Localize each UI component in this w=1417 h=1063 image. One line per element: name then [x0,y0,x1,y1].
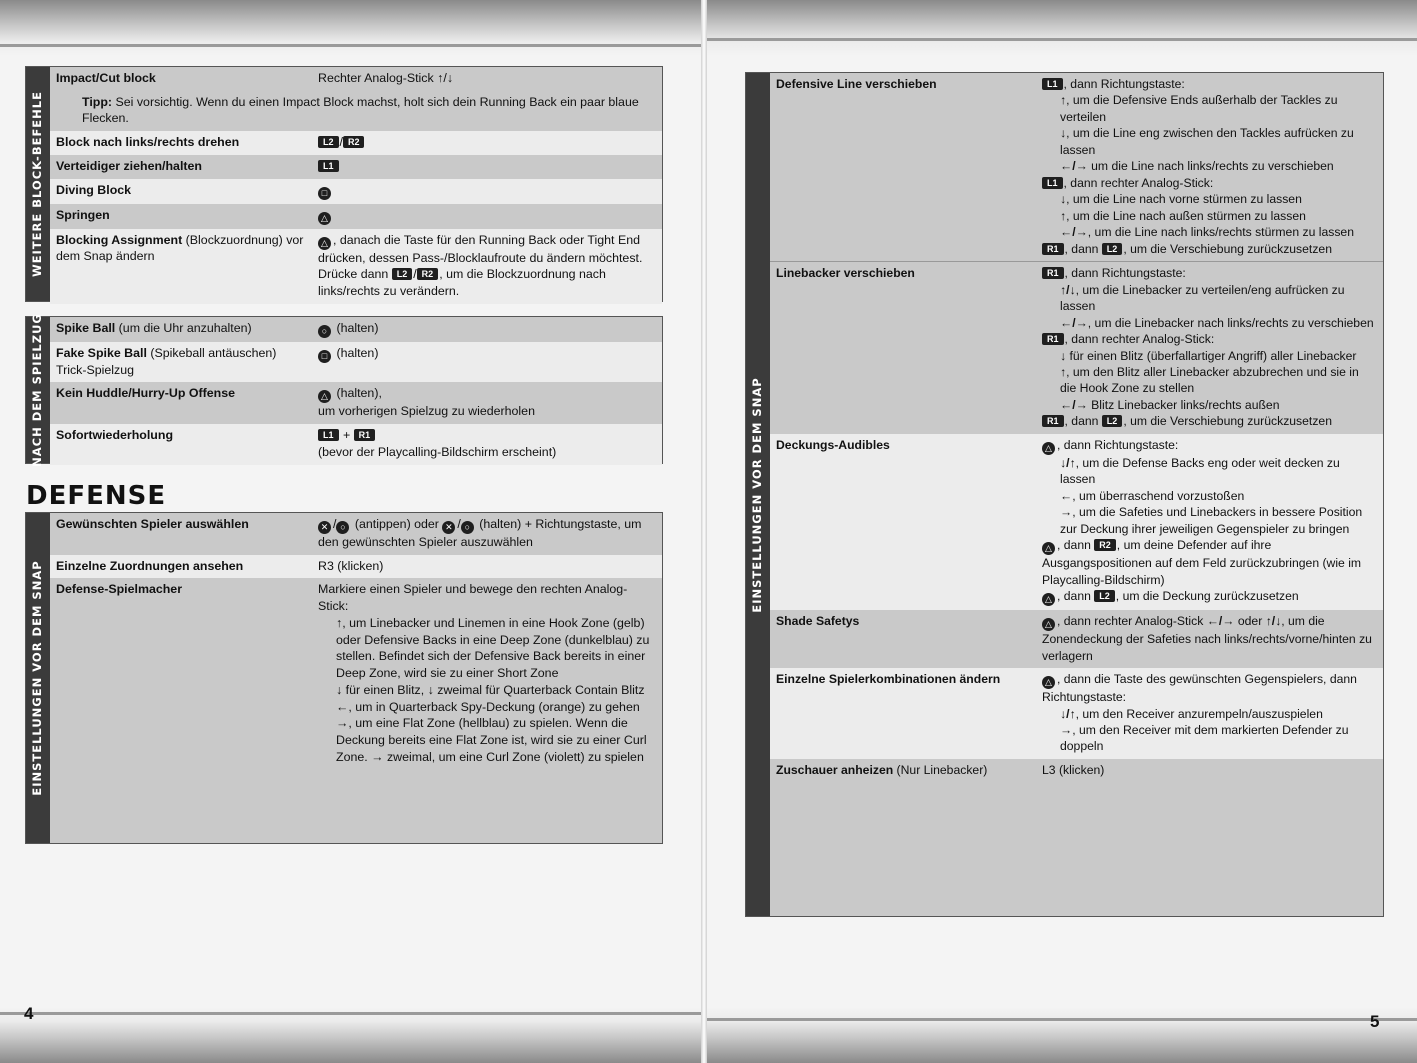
pre-snap-side-label: EINSTELLUNGEN VOR DEM SNAP [746,73,770,916]
table-row: Spike Ball (um die Uhr anzuhalten) ○ (halten) [50,317,662,342]
top-band-left [0,0,701,56]
l1-button-icon: L1 [1042,78,1063,90]
circle-button-icon: ○ [461,521,474,534]
table-row: Sofortwiederholung L1 + R1 (bevor der Playcalling-Bildschirm erscheint) [50,424,662,464]
arrow-up-icon: ↑ [437,71,444,85]
arrow-down-icon: ↓ [427,682,434,697]
defense-heading: DEFENSE [26,481,167,511]
swoosh-bottom-left [0,1012,701,1015]
arrow-right-icon: → [336,716,349,731]
block-commands-side-label: WEITERE BLOCK-BEFEHLE [26,67,50,301]
arrow-down-icon: ↓ [1060,126,1067,141]
triangle-button-icon: △ [1042,618,1055,631]
table-row: Fake Spike Ball (Spikeball antäuschen) Trick-Spielzug □ (halten) [50,342,662,382]
table-row: Shade Safetys △ , dann rechter Analog-Stick ←/→ oder ↑/↓, um die Zonendeckung der Safeties nach links/rechts/vorne/hinten zu verlagern [770,610,1383,668]
l1-button-icon: L1 [1042,177,1063,189]
arrow-up-icon: ↑ [1060,93,1067,108]
square-button-icon: □ [318,350,331,363]
arrow-left-right-icon: ←/→ [1060,159,1088,174]
block-commands-table [25,66,663,302]
arrow-left-right-icon: ←/→ [1060,225,1088,240]
arrow-left-right-icon: ←/→ [1206,614,1235,629]
bottom-band-left [0,1007,701,1063]
triangle-button-icon: △ [318,390,331,403]
bottom-band-right [707,1007,1417,1063]
circle-button-icon: ○ [318,325,331,338]
arrow-up-down-icon: ↑/↓ [1060,282,1076,297]
arrow-left-right-icon: ←/→ [1060,315,1088,330]
arrow-down-icon: ↓ [446,71,454,85]
arrow-up-down-icon: ↑/↓ [1265,614,1282,629]
triangle-button-icon: △ [1042,676,1055,689]
cross-button-icon: ✕ [442,521,455,534]
triangle-button-icon: △ [318,212,331,225]
r2-button-icon: R2 [417,268,439,280]
triangle-button-icon: △ [1042,442,1055,455]
circle-button-icon: ○ [336,521,349,534]
page-number-right: 5 [1370,1012,1380,1031]
l2-button-icon: L2 [318,136,339,148]
table-row: Einzelne Zuordnungen ansehen R3 (klicken) [50,555,662,579]
arrow-right-icon: → [1060,723,1073,737]
table-row: Kein Huddle/Hurry-Up Offense △ (halten), um vorherigen Spielzug zu wiederholen [50,382,662,424]
arrow-left-icon: ← [336,699,349,714]
table-row: Defensive Line verschieben L1 , dann Richtungstaste: ↑, um die Defensive Ends außerhalb der Tackles zu verteilen ↓, um die Line eng zwischen den Tackles aufrücken zu lassen ←/→ um die Line nach links/rechts zu verschieben L1 , dann rechter Analog-Stick: ↓, um die Line nach vorne stürmen zu lassen ↑, um die Line nach außen stürmen zu lassen ←/→, um die Line nach links/rechts stürmen zu lassen R1 , dann L2 , um die Verschiebung zurückzusetzen [770,73,1383,261]
l1-button-icon: L1 [318,429,339,441]
swoosh-top-left [0,44,701,47]
l2-button-icon: L2 [1102,243,1123,255]
triangle-button-icon: △ [1042,542,1055,555]
arrow-down-icon: ↓ [1060,192,1067,207]
table-row: Zuschauer anheizen (Nur Linebacker) L3 (klicken) [770,759,1383,916]
l1-button-icon: L1 [318,160,339,172]
table-row: Diving Block □ [50,179,662,204]
swoosh-bottom-right [707,1018,1417,1021]
arrow-up-icon: ↑ [336,615,343,630]
arrow-down-up-icon: ↓/↑ [1060,455,1076,470]
triangle-button-icon: △ [318,237,331,250]
triangle-button-icon: △ [1042,593,1055,606]
r1-button-icon: R1 [1042,267,1064,279]
defense-side-label: EINSTELLUNGEN VOR DEM SNAP [26,513,50,843]
page-number-left: 4 [24,1004,34,1023]
pre-snap-defense-table [745,72,1384,917]
r1-button-icon: R1 [1042,415,1064,427]
l2-button-icon: L2 [1094,590,1115,602]
defense-table [25,512,663,844]
after-play-table [25,313,663,467]
l2-button-icon: L2 [392,268,413,280]
arrow-up-icon: ↑ [1060,364,1067,379]
l2-button-icon: L2 [1102,415,1123,427]
arrow-right-icon: → [1060,505,1073,520]
r1-button-icon: R1 [1042,333,1064,345]
cross-button-icon: ✕ [318,521,331,534]
r2-button-icon: R2 [343,136,365,148]
arrow-right-icon: → [371,749,384,764]
table-row: Linebacker verschieben R1 , dann Richtungstaste: ↑/↓, um die Linebacker zu verteilen/eng aufrücken zu lassen ←/→, um die Linebacker nach links/rechts zu verschieben R1 , dann rechter Analog-Stick: ↓ für einen Blitz (überfallartiger Angriff) aller Linebacker ↑, um den Blitz aller Linebacker abzubrechen und sie in die Hook Zone zu stellen ←/→ Blitz Linebacker links/rechts außen R1 , dann L2 , um die Verschiebung zurückzusetzen [770,261,1383,434]
table-row: Verteidiger ziehen/halten L1 [50,155,662,179]
r1-button-icon: R1 [1042,243,1064,255]
square-button-icon: □ [318,187,331,200]
r2-button-icon: R2 [1094,539,1116,551]
table-row: Impact/Cut block Rechter Analog-Stick ↑/↓ [50,67,662,91]
swoosh-top-right [707,38,1417,41]
table-row: Springen △ [50,204,662,229]
arrow-down-up-icon: ↓/↑ [1060,706,1076,721]
page-gutter [701,0,707,1063]
table-row: Einzelne Spielerkombinationen ändern △ , dann die Taste des gewünschten Gegenspielers, dann Richtungstaste: ↓/↑, um den Receiver anzurempeln/auszuspielen →, um den Receiver mit dem markierten Defender zu doppeln [770,668,1383,759]
r1-button-icon: R1 [354,429,376,441]
arrow-down-icon: ↓ [1060,348,1067,363]
arrow-left-right-icon: ←/→ [1060,397,1088,412]
table-row: Defense-Spielmacher Markiere einen Spieler und bewege den rechten Analog-Stick: ↑, um Linebacker und Linemen in eine Hook Zone (gelb) oder Defensive Backs in eine Deep Zone (dunkelblau) zu stellen. Befindet sich der Defensive Back bereits in einer Deep Zone, wird sie zu einer Short Zone ↓ für einen Blitz, ↓ zweimal für Quarterback Contain Blitz ←, um in Quarterback Spy-Deckung (orange) zu gehen →, um eine Flat Zone (hellblau) zu spielen. Wenn die Deckung bereits eine Flat Zone ist, wird sie zu einer Curl Zone. → zweimal, um eine Curl Zone (violett) zu spielen [50,578,662,843]
arrow-down-icon: ↓ [336,682,343,697]
top-band-right [707,0,1417,56]
arrow-left-icon: ← [1060,488,1073,503]
table-row: Deckungs-Audibles △ , dann Richtungstaste: ↓/↑, um die Defense Backs eng oder weit decken zu lassen ←, um überraschend vorzustoßen →, um die Safeties und Linebackers in bessere Position zur Deckung ihrer jeweiligen Gegenspieler zu bringen △ , dann R2 , um deine Defender auf ihre Ausgangspositionen auf dem Feld zurückzubringen (wie im Playcalling-Bildschirm) △ , dann L2 , um die Deckung zurückzusetzen [770,434,1383,610]
after-play-side-label: NACH DEM SPIELZUG [26,317,50,463]
table-row: Block nach links/rechts drehen L2 / R2 [50,131,662,155]
table-row: Gewünschten Spieler auswählen ✕ / ○ (antippen) oder ✕ / ○ (halten) + Richtungstaste, um den gewünschten Spieler auszuwählen [50,513,662,555]
arrow-up-icon: ↑ [1060,208,1067,223]
tip-row: Tipp: Sei vorsichtig. Wenn du einen Impact Block machst, holt sich dein Running Back ein paar blaue Flecken. [50,91,662,131]
table-row: Blocking Assignment (Blockzuordnung) vor dem Snap ändern △ , danach die Taste für den Running Back oder Tight End drücken, dessen Pass-/Blocklaufroute du ändern möchtest. Drücke dann L2 / R2 , um die Blockzuordnung nach links/rechts zu verändern. [50,229,662,304]
